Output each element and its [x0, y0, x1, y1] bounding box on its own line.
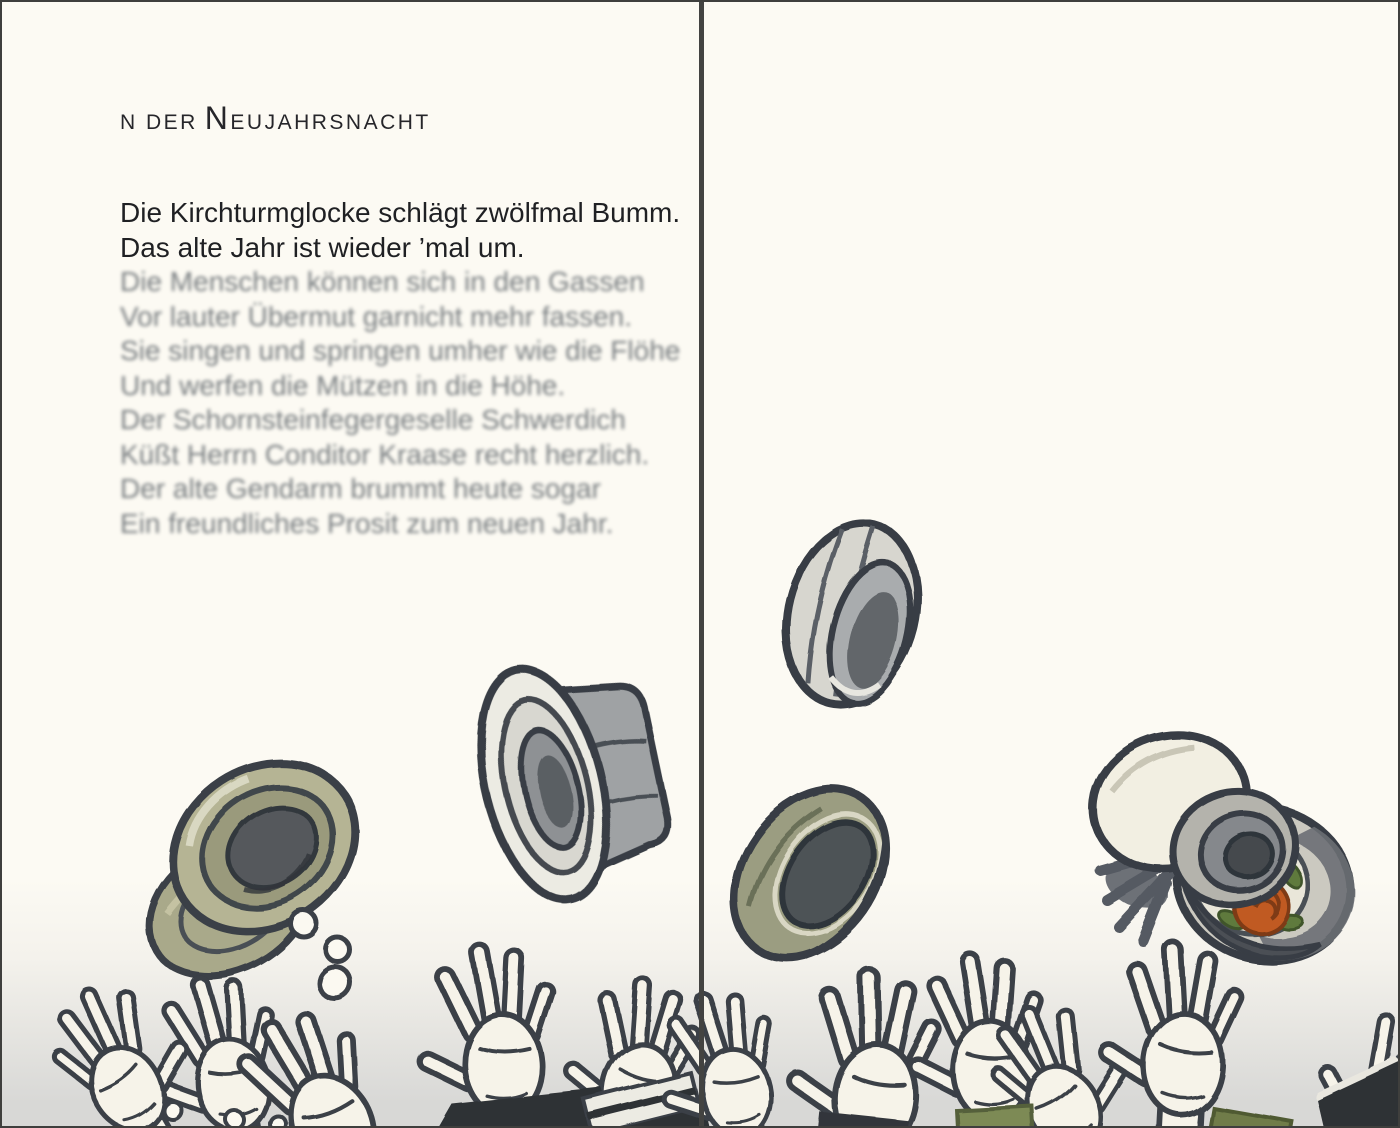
chapter-heading — [120, 100, 431, 137]
green-sleeve — [956, 1106, 1036, 1128]
heading-prefix: N DER — [120, 111, 198, 134]
olive-sleeve — [1200, 1107, 1291, 1128]
heading-rest: EUJAHRSNACHT — [230, 111, 431, 134]
poem-line-blurred: Vor lauter Übermut garnicht mehr fassen. — [120, 300, 633, 332]
pompoms — [291, 911, 351, 999]
poem-line-blurred: Küßt Herrn Conditor Kraase recht herzlich. — [120, 438, 650, 470]
green-alpine-hats-illustration — [124, 728, 388, 1004]
poem-line-blurred: Sie singen und springen umher wie die Flöhe — [120, 335, 681, 366]
page-gutter — [699, 2, 704, 1128]
poem-line-blurred: Und werfen die Mützen in die Höhe. — [120, 369, 566, 401]
poem-line: Die Kirchturmglocke schlägt zwölfmal Bumm. — [120, 197, 681, 228]
poem — [120, 196, 680, 541]
right-page-hands-illustration — [641, 938, 1400, 1128]
left-page-hands-illustration — [31, 939, 724, 1128]
poem-line-blurred: Der Schornsteinfegergeselle Schwerdich — [120, 404, 626, 435]
poem-line-blurred: Der alte Gendarm brummt heute sogar — [120, 473, 601, 504]
poem-line: Das alte Jahr ist wieder ’mal um. — [120, 231, 525, 263]
gray-top-hat-illustration — [459, 642, 685, 913]
poem-line-blurred: Ein freundliches Prosit zum neuen Jahr. — [120, 507, 614, 539]
gray-flat-cap-illustration — [768, 509, 937, 719]
olive-cap-illustration — [703, 761, 917, 987]
poem-line-blurred: Die Menschen können sich in den Gassen — [120, 266, 645, 297]
raised-hand — [757, 962, 946, 1128]
heading-initial: N — [204, 100, 231, 136]
